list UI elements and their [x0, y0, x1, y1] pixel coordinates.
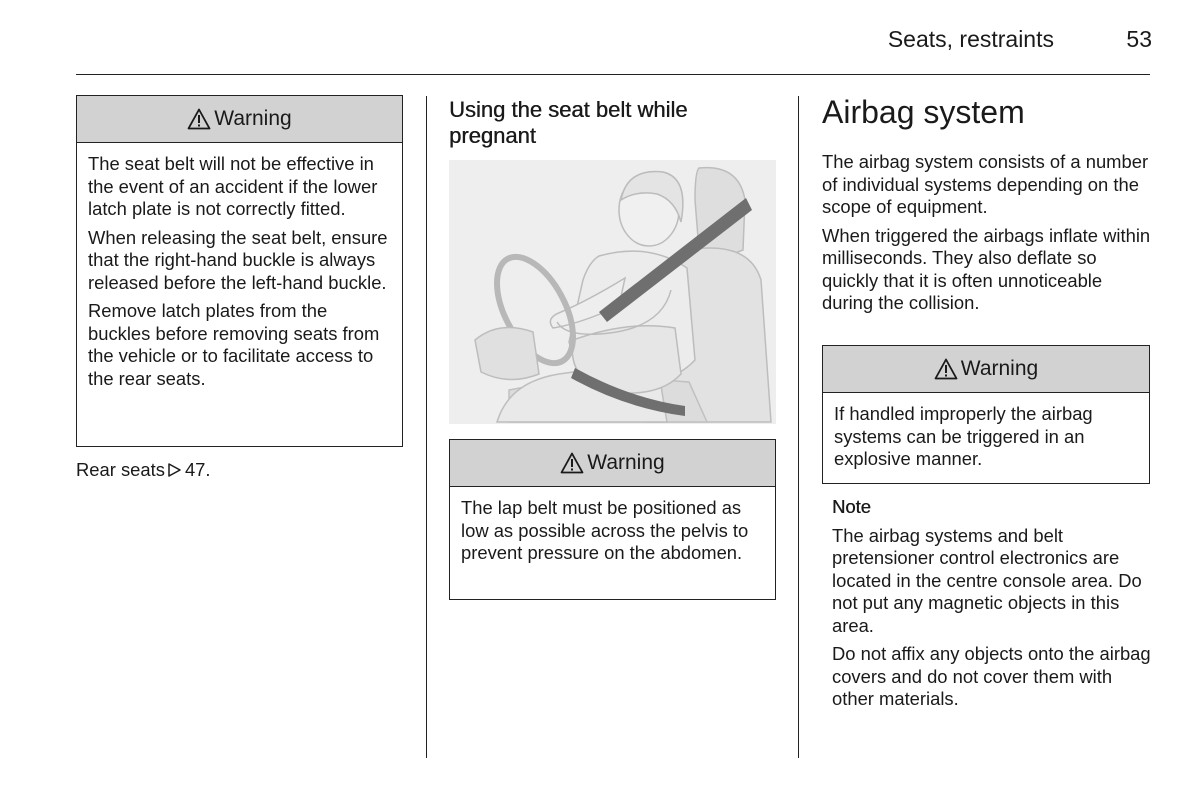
- cross-reference-page: 47.: [184, 459, 211, 480]
- warning-triangle-icon: [560, 452, 584, 474]
- cross-reference-arrow-icon: [168, 462, 182, 478]
- header-rule: [76, 74, 1150, 75]
- pregnant-seat-belt-heading: Using the seat belt while pregnant: [449, 97, 688, 148]
- warning-triangle-icon: [934, 358, 958, 380]
- cross-reference-text: Rear seats: [76, 459, 165, 480]
- warning-body: [823, 393, 1149, 481]
- note-paragraph: The airbag systems and belt pretensioner control electronics are located in the centre console area. Do not put any magnetic objects in this area.: [832, 524, 1142, 636]
- body-paragraph: When triggered the airbags inflate within milliseconds. They also deflate so quickly that it is often unnoticeable during the collision.: [822, 224, 1151, 313]
- warning-body: [77, 143, 402, 400]
- pregnant-driver-illustration-svg: [449, 160, 776, 424]
- airbag-intro-text: [822, 151, 1152, 321]
- warning-header: [823, 346, 1149, 393]
- page-number: 53: [1126, 26, 1152, 52]
- warning-paragraph: The lap belt must be positioned as low as possible across the pelvis to prevent pressure on the abdomen.: [461, 497, 749, 563]
- warning-triangle-icon: [187, 108, 211, 130]
- airbag-system-heading: Airbag system: [822, 94, 1025, 130]
- body-paragraph: The airbag system consists of a number of individual systems depending on the scope of equipment.: [822, 151, 1149, 217]
- warning-title: Warning: [587, 451, 665, 474]
- note-paragraph: Do not affix any objects onto the airbag covers and do not cover them with other materials.: [832, 643, 1151, 709]
- page-header-title: Seats, restraints: [887, 26, 1054, 52]
- column-divider-right: [798, 96, 799, 758]
- warning-header: [77, 96, 402, 143]
- warning-header: [450, 440, 775, 487]
- pregnancy-lap-belt-warning-box: [449, 439, 776, 600]
- note-label: Note: [832, 496, 871, 517]
- cross-reference[interactable]: [76, 459, 403, 482]
- warning-paragraph: When releasing the seat belt, ensure that the right-hand buckle is always released before the left-hand buckle.: [88, 226, 388, 293]
- airbag-note: [832, 496, 1152, 717]
- warning-title: Warning: [214, 107, 292, 130]
- airbag-warning-box: [822, 345, 1150, 484]
- pregnant-driver-seat-belt-illustration: [449, 160, 776, 424]
- column-divider-left: [426, 96, 427, 758]
- warning-paragraph: The seat belt will not be effective in the event of an accident if the lower latch plate is not correctly fitted.: [88, 153, 378, 219]
- seat-belt-warning-box: [76, 95, 403, 447]
- warning-title: Warning: [960, 357, 1039, 380]
- warning-paragraph: If handled improperly the airbag systems can be triggered in an explosive manner.: [834, 403, 1093, 469]
- warning-paragraph: Remove latch plates from the buckles before removing seats from the vehicle or to facilitate access to the rear seats.: [88, 300, 380, 389]
- warning-body: [450, 487, 775, 575]
